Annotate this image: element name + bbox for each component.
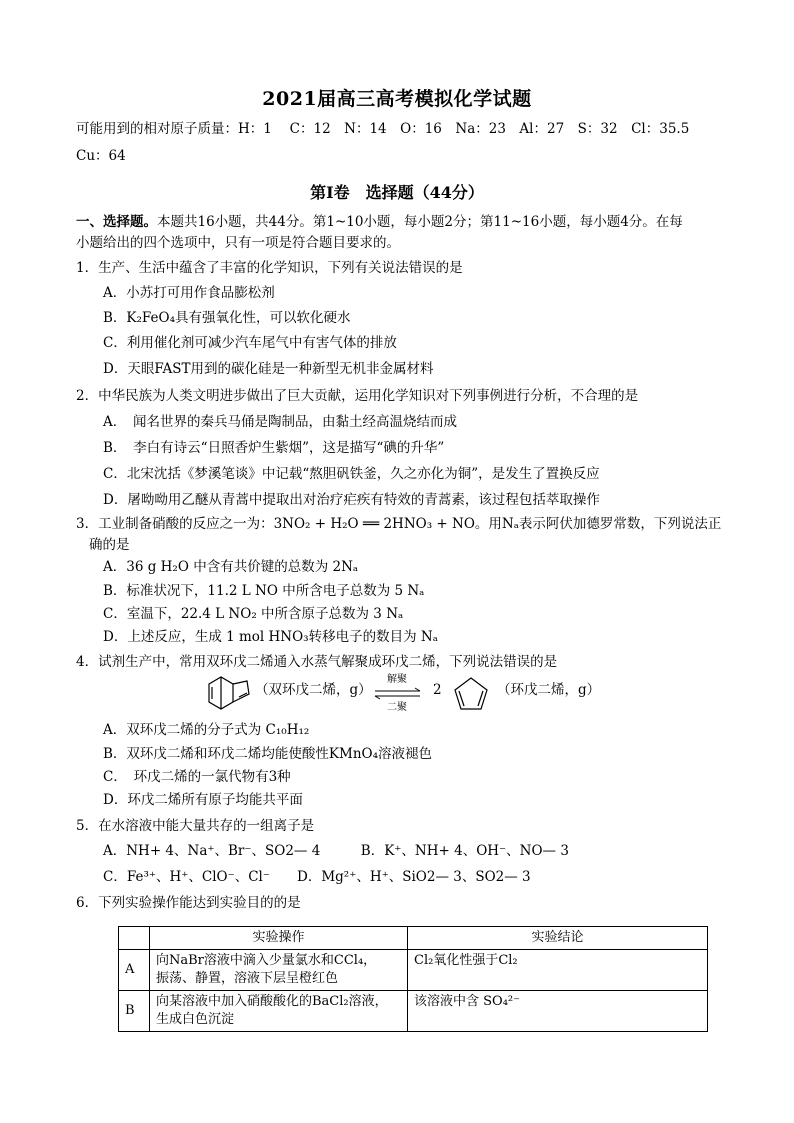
q4-option-c: C． 环戊二烯的一氯代物有3种 [103, 769, 291, 785]
q2-option-b: B． 李白有诗云“日照香炉生紫烟”，这是描写“碘的升华” [103, 440, 445, 456]
operation-line: 生成白色沉淀 [156, 1012, 235, 1027]
q3-option-d: D．上述反应，生成 1 mol HNO₃转移电子的数目为 Nₐ [103, 629, 438, 645]
atomic-masses-line2: Cu：64 [76, 148, 126, 164]
q1-option-b: B．K₂FeO₄具有强氧化性，可以软化硬水 [103, 310, 351, 326]
q2-option-d: D．屠呦呦用乙醚从青蒿中提取出对治疗疟疾有特效的青蒿素，该过程包括萃取操作 [103, 492, 600, 508]
cyclopentadiene-structure [451, 674, 491, 714]
q3-option-b: B．标准状况下，11.2 L NO 中所含电子总数为 5 Nₐ [103, 583, 425, 599]
experiment-table [118, 926, 708, 1032]
conclusion-cell: Cl₂氧化性强于Cl₂ [408, 950, 708, 991]
q4-option-a: A．双环戊二烯的分子式为 C₁₀H₁₂ [103, 722, 310, 738]
reactant-label: （双环戊二烯，g） [255, 682, 372, 698]
q3-stem-line2: 确的是 [89, 537, 130, 553]
operation-line: 向某溶液中加入硝酸酸化的BaCl₂溶液， [156, 994, 388, 1009]
operation-cell [150, 991, 408, 1032]
q3-option-a: A．36 g H₂O 中含有共价键的总数为 2Nₐ [103, 559, 359, 575]
q4-stem: 4．试剂生产中，常用双环戊二烯通入水蒸气解聚成环戊二烯，下列说法错误的是 [76, 654, 558, 670]
q2-stem: 2．中华民族为人类文明进步做出了巨大贡献，运用化学知识对下列事例进行分析，不合理的是 [76, 388, 639, 404]
product-coefficient: 2 [433, 682, 442, 698]
arrow-bottom-label: 二聚 [387, 702, 407, 713]
operation-line: 向NaBr溶液中滴入少量氯水和CCl₄， [156, 953, 377, 968]
section-title: 第Ⅰ卷 选择题（44分） [310, 183, 484, 202]
operation-line: 振荡、静置，溶液下层呈橙红色 [156, 971, 339, 986]
table-header-cell: 实验结论 [408, 927, 708, 950]
q5-options-cd: C．Fe³⁺、H⁺、ClO⁻、Cl⁻ D．Mg²⁺、H⁺、SiO2— 3、SO2— 3 [103, 869, 531, 885]
q1-option-d: D．天眼FAST用到的碳化硅是一种新型无机非金属材料 [103, 361, 434, 377]
conclusion-cell: 该溶液中含 SO₄²⁻ [408, 991, 708, 1032]
table-row [119, 950, 708, 991]
q5-options-ab: A．NH+ 4、Na⁺、Br⁻、SO2— 4 B．K⁺、NH+ 4、OH⁻、NO— 3 [103, 843, 569, 859]
q6-stem: 6．下列实验操作能达到实验目的的是 [76, 895, 301, 911]
instructions-lead: 一、选择题。 [76, 214, 157, 230]
q1-option-a: A．小苏打可用作食品膨松剂 [103, 285, 275, 301]
dicyclopentadiene-structure [205, 672, 251, 716]
row-label: B [119, 991, 150, 1032]
q5-stem: 5．在水溶液中能大量共存的一组离子是 [76, 818, 315, 834]
instructions-line2: 小题给出的四个选项中，只有一项是符合题目要求的。 [76, 235, 400, 251]
instructions-text: 本题共16小题，共44分。第1~10小题，每小题2分；第11~16小题，每小题4分。在每 [157, 214, 683, 230]
table-header-row [119, 927, 708, 950]
atomic-masses-line1: 可能用到的相对原子质量：H：1 C：12 N：14 O：16 Na：23 Al：27 S：32 Cl：35.5 [76, 121, 690, 137]
q4-option-b: B．双环戊二烯和环戊二烯均能使酸性KMnO₄溶液褪色 [103, 746, 433, 762]
arrow-top-label: 解聚 [387, 674, 407, 685]
q3-stem-line1: 3．工业制备硝酸的反应之一为：3NO₂ + H₂O ══ 2HNO₃ + NO。用Nₐ表示阿伏加德罗常数，下列说法正 [76, 516, 722, 532]
table-header-cell [119, 927, 150, 950]
instructions-line1 [76, 212, 683, 232]
q2-option-c: C．北宋沈括《梦溪笔谈》中记载“熬胆矾铁釜，久之亦化为铜”，是发生了置换反应 [103, 466, 600, 482]
q1-option-c: C．利用催化剂可减少汽车尾气中有害气体的排放 [103, 335, 397, 351]
q1-stem: 1．生产、生活中蕴含了丰富的化学知识，下列有关说法错误的是 [76, 260, 463, 276]
operation-cell [150, 950, 408, 991]
table-row [119, 991, 708, 1032]
q2-option-a: A． 闻名世界的秦兵马俑是陶制品，由黏土经高温烧结而成 [103, 414, 457, 430]
product-label: （环戊二烯，g） [497, 682, 601, 698]
q3-option-c: C．室温下，22.4 L NO₂ 中所含原子总数为 3 Nₐ [103, 606, 404, 622]
exam-title: 2021届高三高考模拟化学试题 [262, 88, 532, 110]
row-label: A [119, 950, 150, 991]
q4-option-d: D．环戊二烯所有原子均能共平面 [103, 792, 303, 808]
reaction-equation [205, 672, 601, 716]
table-header-cell: 实验操作 [150, 927, 408, 950]
